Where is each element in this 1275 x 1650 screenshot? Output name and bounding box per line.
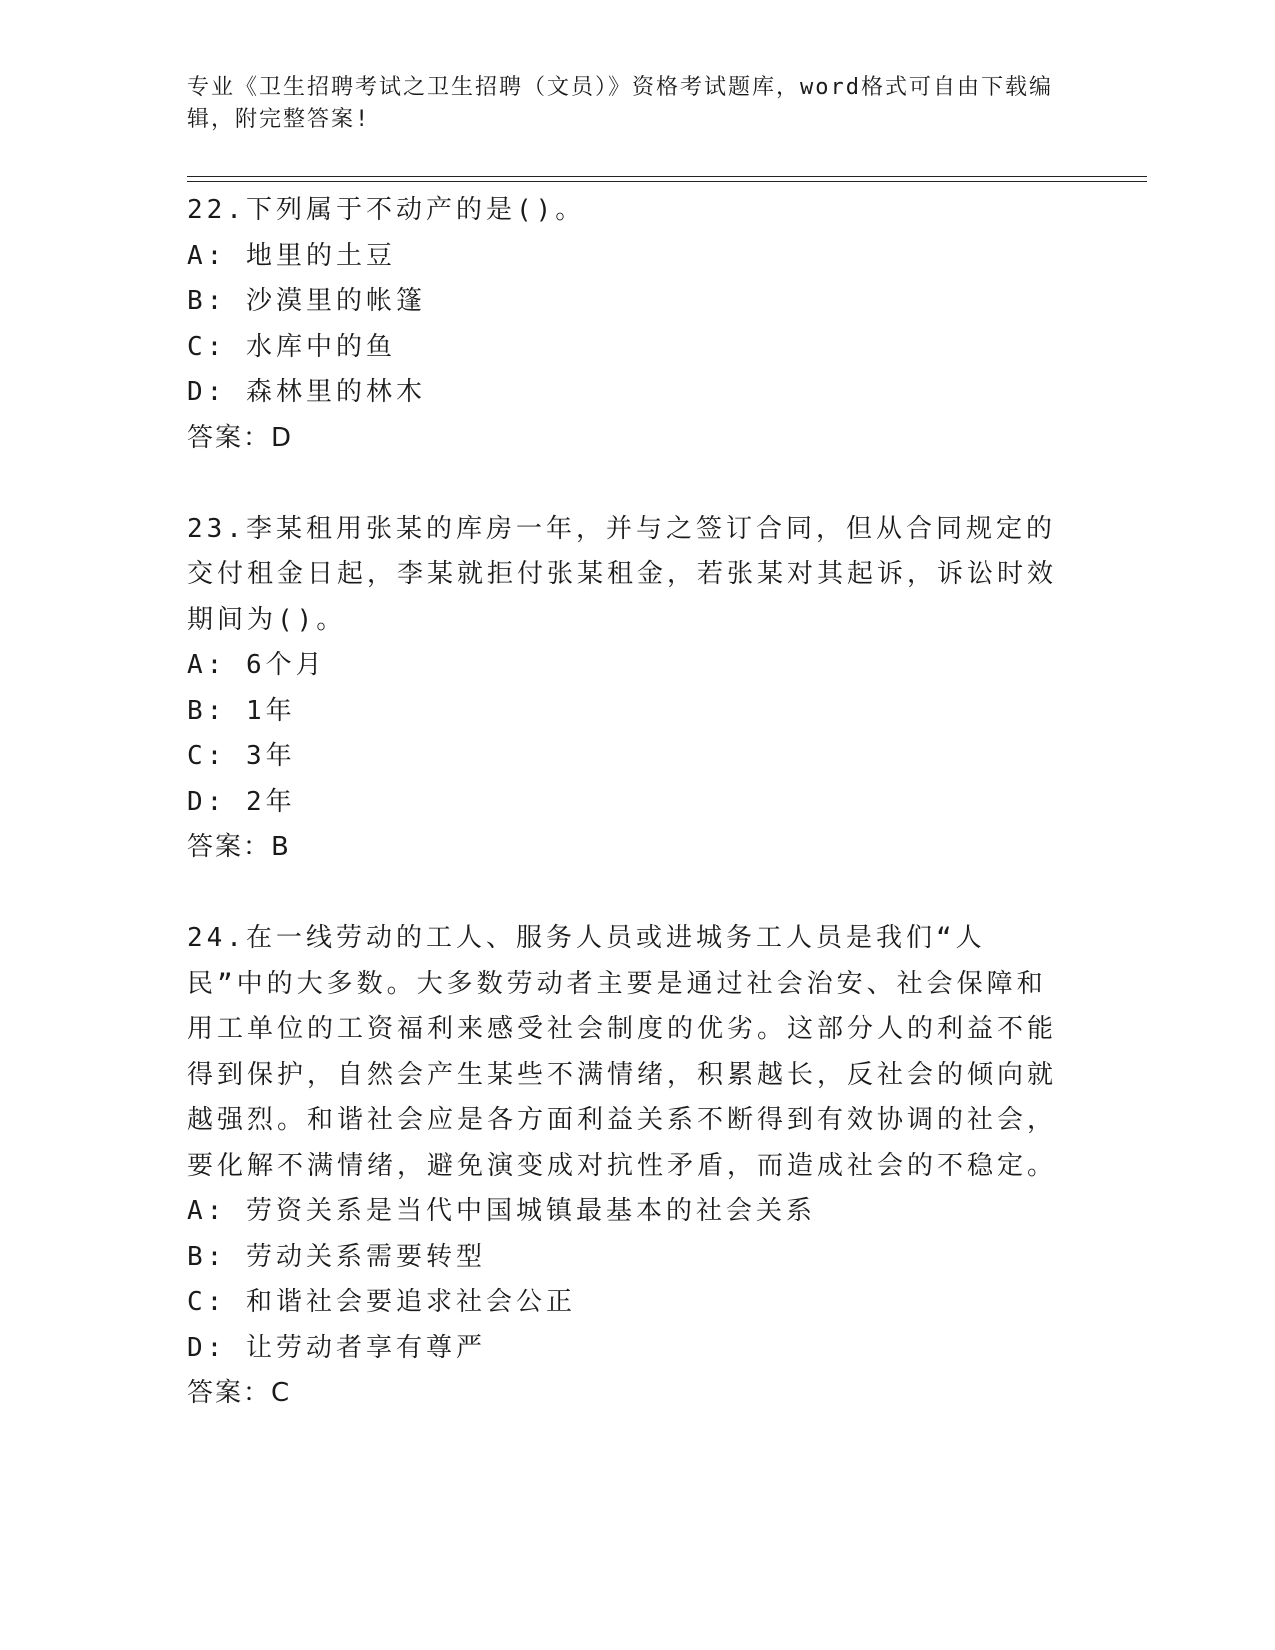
document-intro: 专业《卫生招聘考试之卫生招聘（文员）》资格考试题库，word格式可自由下载编辑，附完整答案! [187,75,1053,132]
question-24 [187,916,1057,1417]
option-c: C: 3年 [187,741,296,771]
option-a: A: 6个月 [187,650,326,680]
question-stem: 22.下列属于不动产的是()。 [187,195,586,225]
option-c: C: 和谐社会要追求社会公正 [187,1287,576,1317]
answer-line: 答案：D [187,422,294,453]
question-list [187,188,1057,1417]
option-d: D: 让劳动者享有尊严 [187,1332,486,1363]
question-spacer [187,461,1057,507]
option-a: A: 地里的土豆 [187,240,396,271]
header-divider-bottom [187,181,1147,182]
option-d: D: 森林里的林木 [187,377,426,407]
option-a: A: 劳资关系是当代中国城镇最基本的社会关系 [187,1196,816,1226]
header-divider-top [187,176,1147,177]
answer-line: 答案：C [187,1378,292,1408]
answer-line: 答案：B [187,832,291,862]
option-d: D: 2年 [187,786,296,817]
question-23 [187,507,1057,871]
question-22 [187,188,1057,461]
question-stem: 23.李某租用张某的库房一年，并与之签订合同，但从合同规定的交付租金日起，李某就拒付张某租金，若张某对其起诉，诉讼时效期间为()。 [187,513,1058,635]
option-b: B: 沙漠里的帐篷 [187,286,426,316]
option-b: B: 1年 [187,695,296,726]
option-b: B: 劳动关系需要转型 [187,1241,486,1272]
question-spacer [187,871,1057,917]
question-stem: 24.在一线劳动的工人、服务人员或进城务工人员是我们“人民”中的大多数。大多数劳动者主要是通过社会治安、社会保障和用工单位的工资福利来感受社会制度的优劣。这部分人的利益不能得到保护，自然会产生某些不满情绪，积累越长，反社会的倾向就越强烈。和谐社会应是各方面利益关系不断得到有效协调的社会，要化解不满情绪，避免演变成对抗性矛盾，而造成社会的不稳定。 [187,923,1058,1181]
option-c: C: 水库中的鱼 [187,331,396,362]
